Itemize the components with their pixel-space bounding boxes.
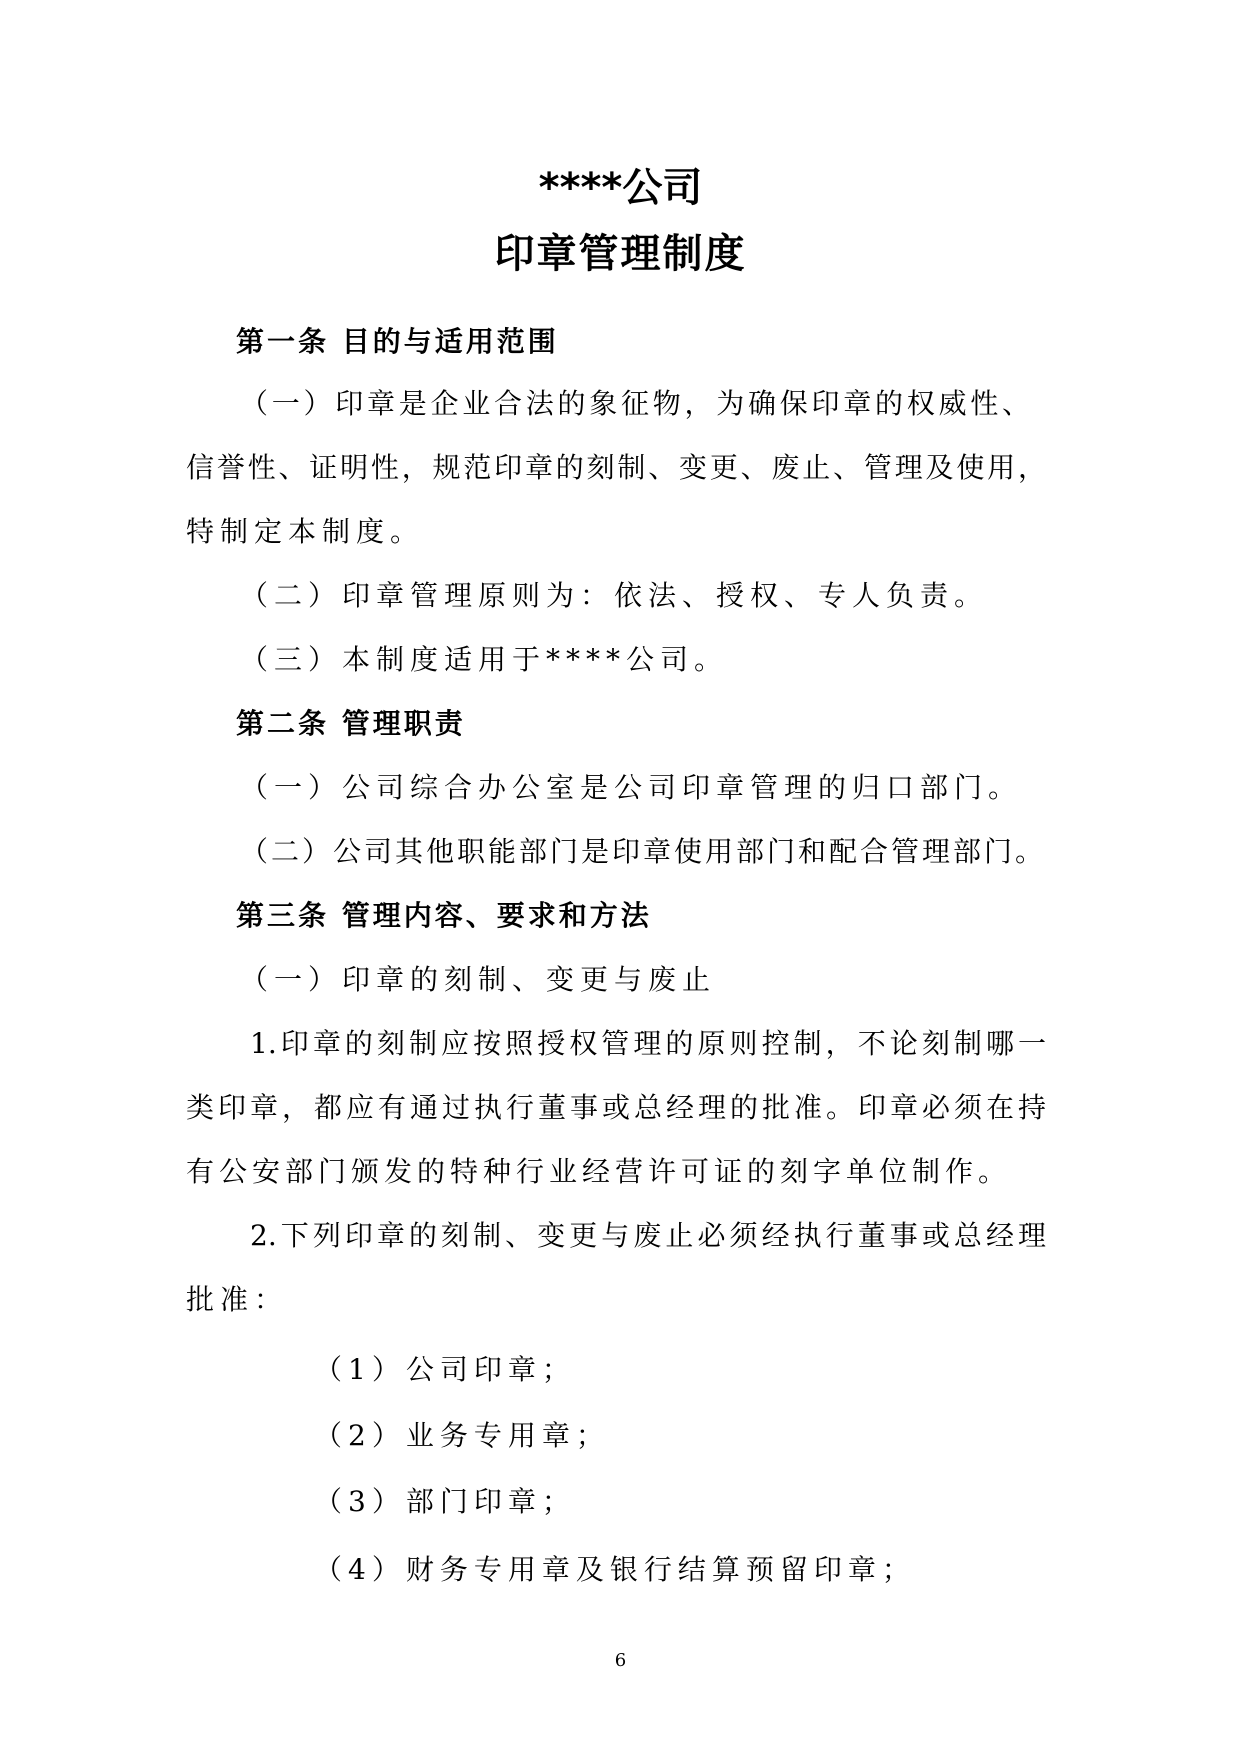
article-1-para-2: （二）印章管理原则为：依法、授权、专人负责。 [240, 579, 989, 612]
article-3-item-1-line-3: 有公安部门颁发的特种行业经营许可证的刻字单位制作。 [186, 1155, 1012, 1188]
article-1-para-1-line-3: 特制定本制度。 [186, 515, 425, 548]
article-3-item-1-line-2: 类印章，都应有通过执行董事或总经理的批准。印章必须在持 [186, 1091, 1046, 1124]
article-2-para-1: （一）公司综合办公室是公司印章管理的归口部门。 [240, 771, 1023, 804]
article-1-para-3: （三）本制度适用于****公司。 [240, 643, 729, 676]
article-1-para-1-line-2: 信誉性、证明性，规范印章的刻制、变更、废止、管理及使用， [186, 451, 1046, 484]
seal-list-item-4: （4）财务专用章及银行结算预留印章； [314, 1553, 916, 1586]
seal-list-item-2: （2）业务专用章； [314, 1419, 610, 1452]
document-title: 印章管理制度 [494, 231, 747, 277]
article-2-para-2: （二）公司其他职能部门是印章使用部门和配合管理部门。 [240, 835, 1047, 868]
article-3-item-2-line-2: 批准： [186, 1283, 289, 1316]
article-2-heading: 第二条 管理职责 [236, 707, 466, 740]
seal-list-item-3: （3）部门印章； [314, 1485, 576, 1518]
seal-list-item-1: （1）公司印章； [314, 1353, 576, 1386]
article-3-item-2-line-1: 2.下列印章的刻制、变更与废止必须经执行董事或总经理 [250, 1219, 1046, 1252]
article-3-section-1-title: （一）印章的刻制、变更与废止 [240, 963, 717, 996]
company-title: ****公司 [538, 165, 703, 211]
page-number: 6 [614, 1650, 627, 1671]
article-1-para-1-line-1: （一）印章是企业合法的象征物，为确保印章的权威性、 [240, 387, 1030, 420]
article-3-item-1-line-1: 1.印章的刻制应按照授权管理的原则控制，不论刻制哪一 [250, 1027, 1046, 1060]
article-3-heading: 第三条 管理内容、要求和方法 [236, 899, 652, 932]
article-1-heading: 第一条 目的与适用范围 [236, 325, 559, 358]
